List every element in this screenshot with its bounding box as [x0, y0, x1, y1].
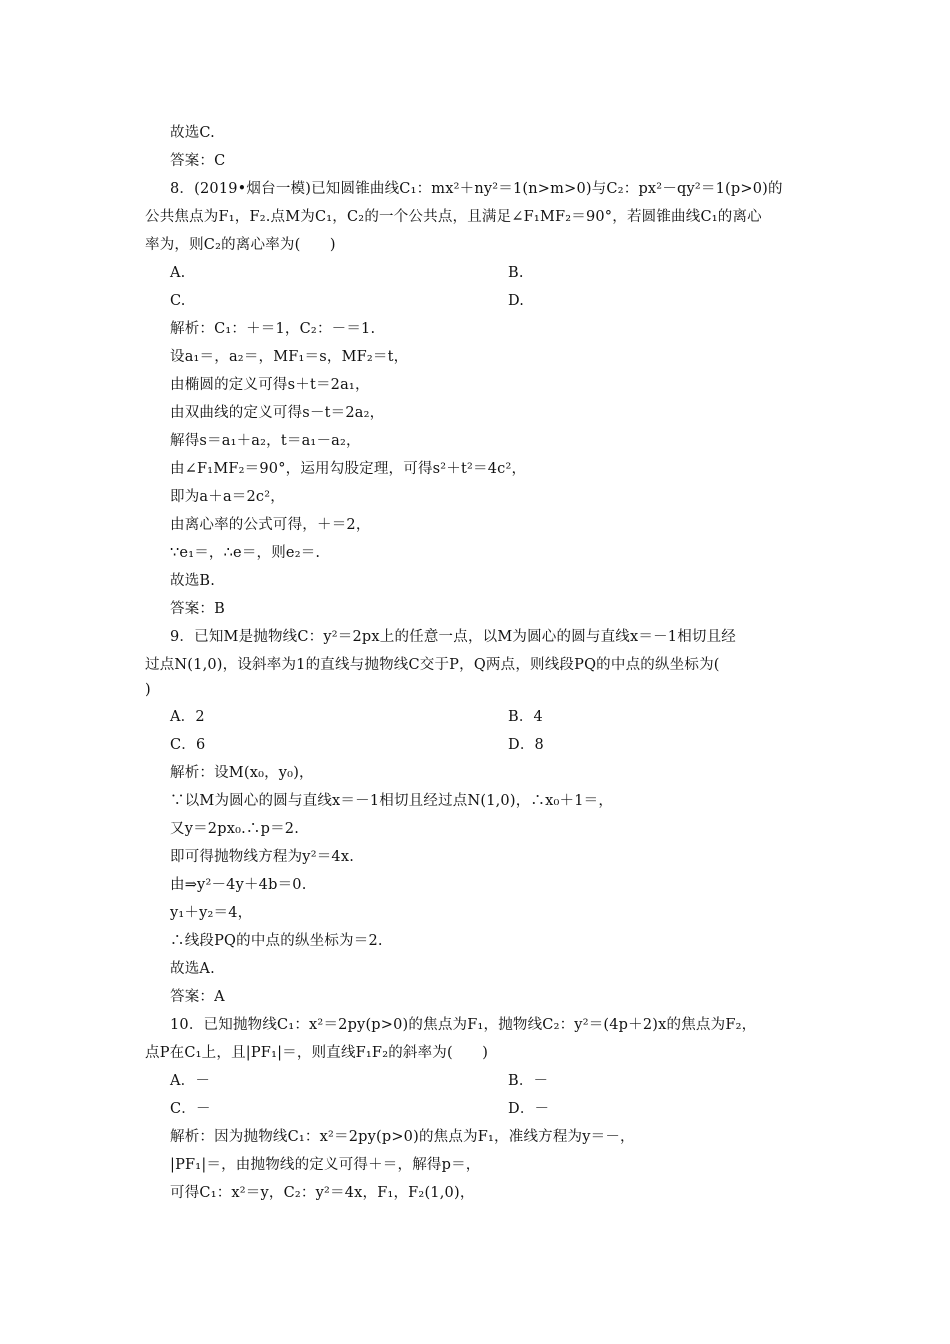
option-b: B．4 — [508, 709, 543, 725]
text-line: ∵以M为圆心的圆与直线x＝－1相切且经过点N(1,0)，∴x₀＋1＝， — [170, 793, 614, 809]
option-a: A．2 — [170, 709, 205, 725]
text-line: 解析：设M(x₀，y₀)， — [170, 765, 314, 781]
text-line: 解析：因为抛物线C₁：x²＝2py(p>0)的焦点为F₁，准线方程为y＝－， — [170, 1129, 635, 1145]
option-d: D．－ — [508, 1101, 550, 1117]
text-line: ∵e₁＝，∴e＝，则e₂＝. — [170, 545, 321, 561]
text-line: 答案：A — [170, 989, 225, 1005]
option-c: C．－ — [170, 1101, 211, 1117]
text-line: 解得s＝a₁＋a₂，t＝a₁－a₂， — [170, 433, 361, 449]
question-8-line-1: 8．(2019•烟台一模)已知圆锥曲线C₁：mx²＋ny²＝1(n>m>0)与C₂：px²－qy²＝1(p>0)的 — [170, 181, 783, 197]
text-line: 由离心率的公式可得，＋＝2， — [170, 517, 371, 533]
text-line: 答案：C — [170, 153, 226, 169]
text-line: 即可得抛物线方程为y²＝4x. — [170, 849, 355, 865]
text-line: 由双曲线的定义可得s－t＝2a₂， — [170, 405, 385, 421]
option-c: C. — [170, 293, 186, 309]
text-line: |PF₁|＝，由抛物线的定义可得＋＝，解得p＝， — [170, 1157, 481, 1173]
text-line: 由⇒y²－4y＋4b＝0. — [170, 877, 307, 893]
text-line: 故选C. — [170, 125, 215, 141]
option-a: A. — [170, 265, 186, 281]
text-line: 由椭圆的定义可得s＋t＝2a₁， — [170, 377, 370, 393]
text-line: 故选A. — [170, 961, 215, 977]
text-line: 设a₁＝，a₂＝，MF₁＝s，MF₂＝t， — [170, 349, 409, 365]
question-9-line-3: ) — [145, 682, 151, 698]
question-8-line-2: 公共焦点为F₁，F₂.点M为C₁，C₂的一个公共点，且满足∠F₁MF₂＝90°，若圆锥曲线C₁的离心 — [145, 209, 762, 225]
text-line: 由∠F₁MF₂＝90°，运用勾股定理，可得s²＋t²＝4c²， — [170, 461, 527, 477]
text-line: 解析：C₁：＋＝1，C₂：－＝1. — [170, 321, 376, 337]
text-line: 即为a＋a＝2c²， — [170, 489, 285, 505]
option-a: A．－ — [170, 1073, 211, 1089]
question-10-line-1: 10．已知抛物线C₁：x²＝2py(p>0)的焦点为F₁，抛物线C₂：y²＝(4p＋2)x的焦点为F₂， — [170, 1017, 757, 1033]
question-8-line-3: 率为，则C₂的离心率为( ) — [145, 237, 336, 253]
text-line: 故选B. — [170, 573, 216, 589]
option-b: B．－ — [508, 1073, 549, 1089]
question-9-line-2: 过点N(1,0)，设斜率为1的直线与抛物线C交于P，Q两点，则线段PQ的中点的纵坐标为( — [145, 657, 720, 673]
question-10-line-2: 点P在C₁上，且|PF₁|＝，则直线F₁F₂的斜率为( ) — [145, 1045, 489, 1061]
text-line: 答案：B — [170, 601, 225, 617]
question-9-line-1: 9．已知M是抛物线C：y²＝2px上的任意一点，以M为圆心的圆与直线x＝－1相切且经 — [170, 629, 737, 645]
option-d: D．8 — [508, 737, 544, 753]
text-line: ∴线段PQ的中点的纵坐标为＝2. — [170, 933, 383, 949]
text-line: 又y＝2px₀.∴p＝2. — [170, 821, 300, 837]
option-b: B. — [508, 265, 524, 281]
text-line: 可得C₁：x²＝y，C₂：y²＝4x，F₁，F₂(1,0)， — [170, 1185, 475, 1201]
option-c: C．6 — [170, 737, 206, 753]
option-d: D. — [508, 293, 525, 309]
text-line: y₁＋y₂＝4， — [170, 905, 253, 921]
